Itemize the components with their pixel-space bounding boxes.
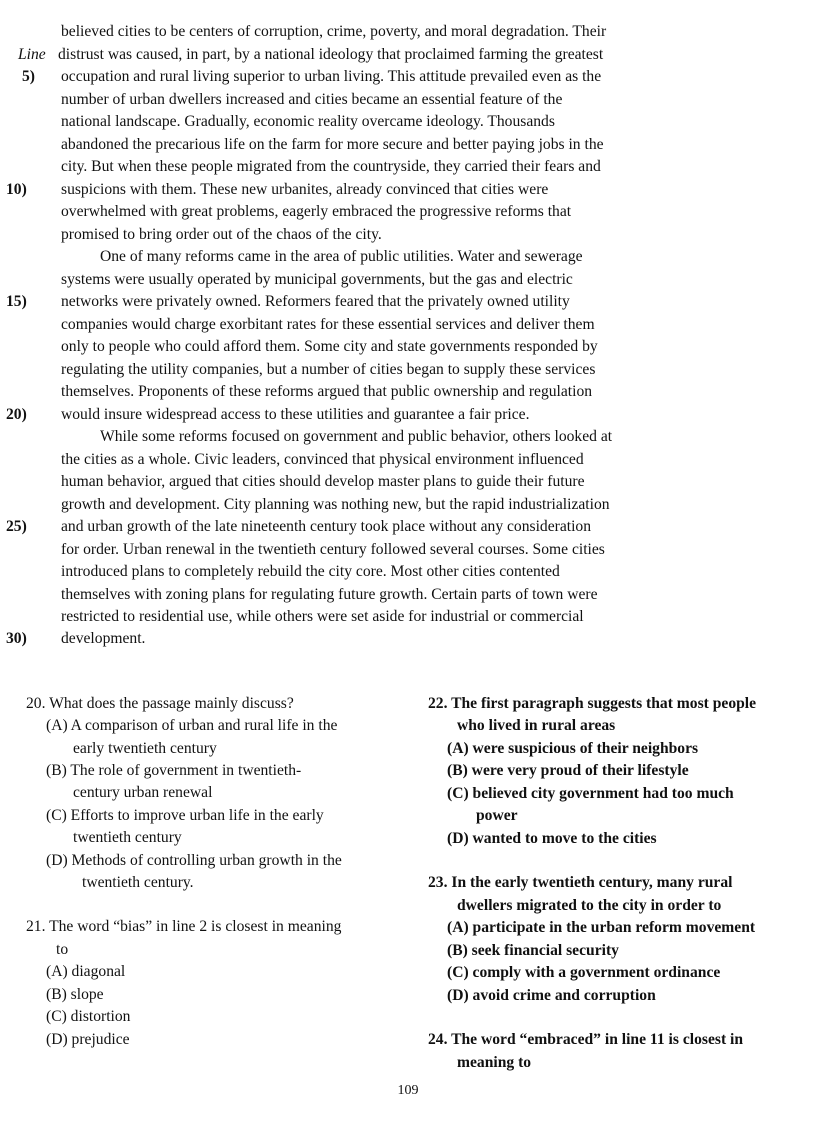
question-21-option-d: (D) prejudice [46, 1031, 130, 1048]
passage-line [0, 111, 816, 133]
passage-line-text: would insure widespread access to these utilities and guarantee a fair price. [61, 406, 530, 423]
question-20-option-c-cont: twentieth century [73, 829, 182, 846]
question-20-option-b-cont: century urban renewal [73, 784, 213, 801]
passage-line [0, 246, 816, 268]
line-number: 10) [6, 181, 27, 198]
passage-line [0, 628, 816, 650]
passage-line-text: city. But when these people migrated from the countryside, they carried their fears and [61, 158, 601, 175]
line-number: 25) [6, 518, 27, 535]
question-20-option-d: (D) Methods of controlling urban growth in the [46, 852, 342, 869]
passage-line-text: companies would charge exorbitant rates for these essential services and deliver them [61, 316, 595, 333]
question-20-option-c: (C) Efforts to improve urban life in the early [46, 807, 324, 824]
passage-line [0, 606, 816, 628]
passage-line-text: While some reforms focused on government and public behavior, others looked at [100, 428, 613, 445]
question-23-stem: 23. In the early twentieth century, many rural [428, 874, 733, 891]
question-20-option-a-cont: early twentieth century [73, 740, 217, 757]
passage-line [0, 66, 816, 88]
question-22-stem: 22. The first paragraph suggests that most people [428, 695, 757, 712]
question-23-option-a: (A) participate in the urban reform movement [447, 919, 756, 936]
passage-line-text: regulating the utility companies, but a number of cities began to supply these services [61, 361, 596, 378]
passage-line-text: restricted to residential use, while others were set aside for industrial or commercial [61, 608, 584, 625]
passage-line-text: development. [61, 630, 146, 647]
passage-line-text: national landscape. Gradually, economic reality overcame ideology. Thousands [61, 113, 555, 130]
passage-line [0, 471, 816, 493]
passage-line [0, 21, 816, 43]
question-22-stem-cont: who lived in rural areas [457, 717, 616, 734]
passage-line-text: systems were usually operated by municipal governments, but the gas and electric [61, 271, 573, 288]
question-23-option-b: (B) seek financial security [447, 942, 619, 959]
passage-line-text: introduced plans to completely rebuild the city core. Most other cities contented [61, 563, 560, 580]
passage-line [0, 224, 816, 246]
question-21-option-a: (A) diagonal [46, 963, 126, 980]
passage-line-text: distrust was caused, in part, by a national ideology that proclaimed farming the greatest [58, 46, 604, 63]
question-22-option-c: (C) believed city government had too much [447, 785, 734, 802]
question-20-stem: 20. What does the passage mainly discuss? [26, 695, 294, 712]
question-20-option-b: (B) The role of government in twentieth- [46, 762, 302, 779]
question-23-stem-cont: dwellers migrated to the city in order to [457, 897, 722, 914]
passage-line-text: number of urban dwellers increased and cities became an essential feature of the [61, 91, 563, 108]
passage-line-text: suspicions with them. These new urbanites, already convinced that cities were [61, 181, 549, 198]
page-number: 109 [397, 1083, 419, 1098]
question-24-stem: 24. The word “embraced” in line 11 is closest in [428, 1031, 744, 1048]
passage-line-text: believed cities to be centers of corruption, crime, poverty, and moral degradation. Their [61, 23, 607, 40]
question-22-option-d: (D) wanted to move to the cities [447, 830, 657, 847]
passage-line [0, 381, 816, 403]
question-21-option-c: (C) distortion [46, 1008, 131, 1025]
passage-line-text: occupation and rural living superior to urban living. This attitude prevailed even as the [61, 68, 602, 85]
question-21-stem-cont: to [56, 941, 69, 958]
passage-line-text: networks were privately owned. Reformers feared that the privately owned utility [61, 293, 570, 310]
question-22-option-c-cont: power [476, 807, 518, 824]
passage-line [0, 44, 816, 66]
passage-line-text: abandoned the precarious life on the farm for more secure and better paying jobs in the [61, 136, 604, 153]
passage-line [0, 584, 816, 606]
question-22-option-a: (A) were suspicious of their neighbors [447, 740, 699, 757]
question-23-option-c: (C) comply with a government ordinance [447, 964, 721, 981]
passage-line-text: themselves. Proponents of these reforms argued that public ownership and regulation [61, 383, 593, 400]
passage-line [0, 336, 816, 358]
question-21-stem: 21. The word “bias” in line 2 is closest in meaning [26, 918, 342, 935]
passage-line [0, 404, 816, 426]
passage-line-text: human behavior, argued that cities should develop master plans to guide their future [61, 473, 585, 490]
line-number: 20) [6, 406, 27, 423]
passage-line [0, 561, 816, 583]
passage-line [0, 494, 816, 516]
passage-line-text: the cities as a whole. Civic leaders, convinced that physical environment influenced [61, 451, 584, 468]
line-number: 30) [6, 630, 27, 647]
passage-line-text: and urban growth of the late nineteenth century took place without any consideration [61, 518, 592, 535]
passage-line [0, 449, 816, 471]
passage-line-text: only to people who could afford them. Some city and state governments responded by [61, 338, 598, 355]
passage-line [0, 516, 816, 538]
passage-line-text: overwhelmed with great problems, eagerly embraced the progressive reforms that [61, 203, 572, 220]
passage-line-text: for order. Urban renewal in the twentieth century followed several courses. Some cities [61, 541, 605, 558]
passage-line-text: promised to bring order out of the chaos of the city. [61, 226, 382, 243]
passage-line [0, 201, 816, 223]
passage-line [0, 539, 816, 561]
passage-line [0, 179, 816, 201]
passage-line-text: One of many reforms came in the area of public utilities. Water and sewerage [100, 248, 583, 265]
passage-line [0, 269, 816, 291]
passage-line [0, 89, 816, 111]
question-22-option-b: (B) were very proud of their lifestyle [447, 762, 689, 779]
passage-line [0, 426, 816, 448]
line-number: 5) [22, 68, 35, 85]
passage-line [0, 134, 816, 156]
passage-line [0, 314, 816, 336]
line-number: Line [18, 46, 46, 63]
passage-line [0, 359, 816, 381]
line-number: 15) [6, 293, 27, 310]
passage-line-text: themselves with zoning plans for regulating future growth. Certain parts of town were [61, 586, 598, 603]
passage-line [0, 291, 816, 313]
question-21-option-b: (B) slope [46, 986, 104, 1003]
question-24-stem-cont: meaning to [457, 1054, 532, 1071]
passage-line [0, 156, 816, 178]
question-20-option-a: (A) A comparison of urban and rural life in the [46, 717, 338, 734]
question-20-option-d-cont: twentieth century. [82, 874, 194, 891]
question-23-option-d: (D) avoid crime and corruption [447, 987, 656, 1004]
passage-line-text: growth and development. City planning was nothing new, but the rapid industrialization [61, 496, 610, 513]
